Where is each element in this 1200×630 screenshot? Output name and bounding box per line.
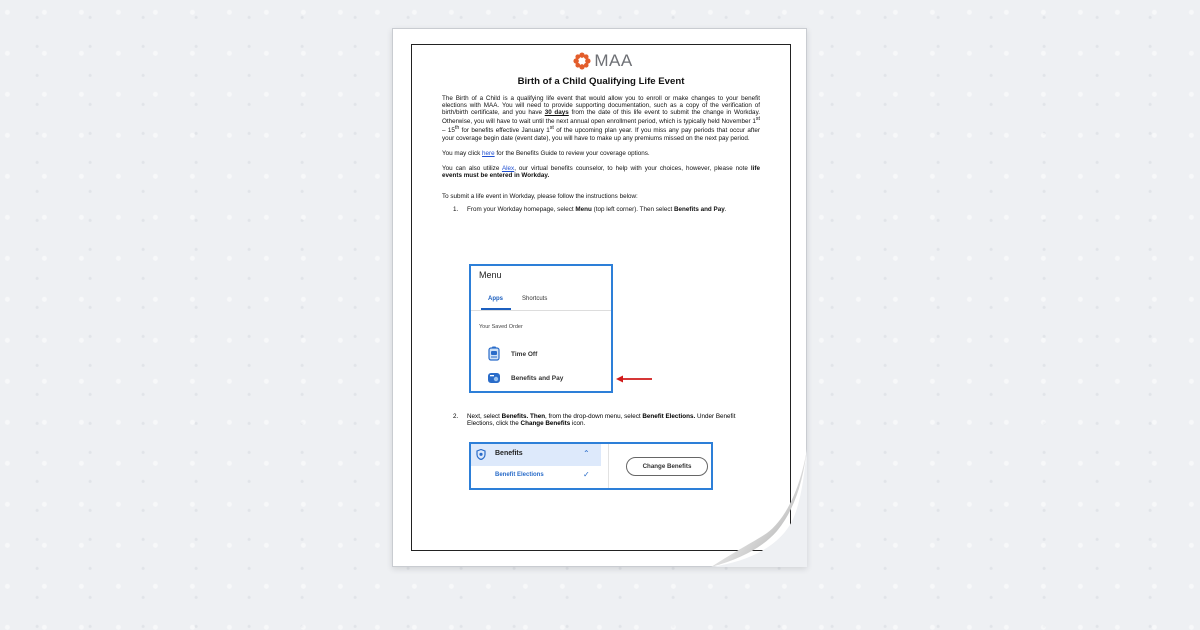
maa-logo bbox=[446, 51, 760, 71]
menu-title: Menu bbox=[479, 270, 502, 280]
menu-item-time-off: Time Off bbox=[487, 346, 537, 362]
paragraph-intro: The Birth of a Child is a qualifying life event that would allow you to enroll or make changes to your benefit elections with MAA. You will need to provide supporting documentation, such as a copy of the verification of birth/birth certificate, and you have 30 days from the date of this life event to submit the change in Workday. Otherwise, you will have to wait until the next annual open enrollment period, which is typically held November 1st – 15th for benefits effective January 1st of the upcoming plan year. If you miss any pay periods that occur after your coverage begin date (event date), you will have to make up any premiums missed on the next pay period. bbox=[442, 95, 760, 142]
step-2: 2. Next, select Benefits. Then, from the drop-down menu, select Benefit Elections. Under Benefit Elections, click the Change Benefits icon. bbox=[453, 413, 736, 428]
document-title: Birth of a Child Qualifying Life Event bbox=[517, 76, 685, 87]
logo-text: MAA bbox=[594, 51, 633, 70]
change-benefits-button: Change Benefits bbox=[626, 457, 708, 476]
panel-divider bbox=[608, 444, 609, 488]
paragraph-benefits-guide: You may click here for the Benefits Guide to review your coverage options. bbox=[442, 149, 650, 157]
saved-order-label: Your Saved Order bbox=[479, 324, 523, 330]
chevron-up-icon: ⌃ bbox=[583, 449, 590, 458]
benefits-screenshot bbox=[469, 442, 713, 490]
benefits-row bbox=[471, 444, 601, 466]
document-page bbox=[392, 28, 807, 567]
menu-divider bbox=[471, 310, 611, 311]
alex-link[interactable]: Alex bbox=[501, 164, 515, 172]
benefits-label: Benefits bbox=[495, 450, 523, 457]
red-arrow-icon bbox=[615, 374, 653, 384]
tab-apps: Apps bbox=[488, 296, 503, 302]
thirty-days-emphasis: 30 days bbox=[544, 109, 569, 117]
benefit-elections-label: Benefit Elections bbox=[495, 472, 544, 478]
time-off-icon bbox=[487, 346, 501, 362]
checkmark-icon: ✓ bbox=[583, 470, 590, 479]
page-curl bbox=[711, 449, 807, 567]
instructions-intro: To submit a life event in Workday, please follow the instructions below: bbox=[442, 193, 638, 201]
instructions bbox=[442, 193, 760, 213]
step-1: 1. From your Workday homepage, select Menu (top left corner). Then select Benefits and Pay. bbox=[453, 206, 727, 214]
document-content bbox=[442, 51, 760, 213]
benefits-pay-icon bbox=[487, 371, 501, 385]
menu-screenshot bbox=[469, 264, 613, 393]
instructions-step-2 bbox=[442, 413, 760, 427]
paragraph-alex: You can also utilize Alex, our virtual benefits counselor, to help with your choices, however, please note life events must be entered in Workday. bbox=[442, 164, 760, 179]
benefits-guide-link[interactable]: here bbox=[482, 149, 495, 157]
maa-flower-icon bbox=[573, 52, 591, 70]
tab-shortcuts: Shortcuts bbox=[522, 296, 548, 302]
menu-item-benefits-and-pay: Benefits and Pay bbox=[487, 371, 563, 385]
shield-icon bbox=[476, 449, 486, 460]
